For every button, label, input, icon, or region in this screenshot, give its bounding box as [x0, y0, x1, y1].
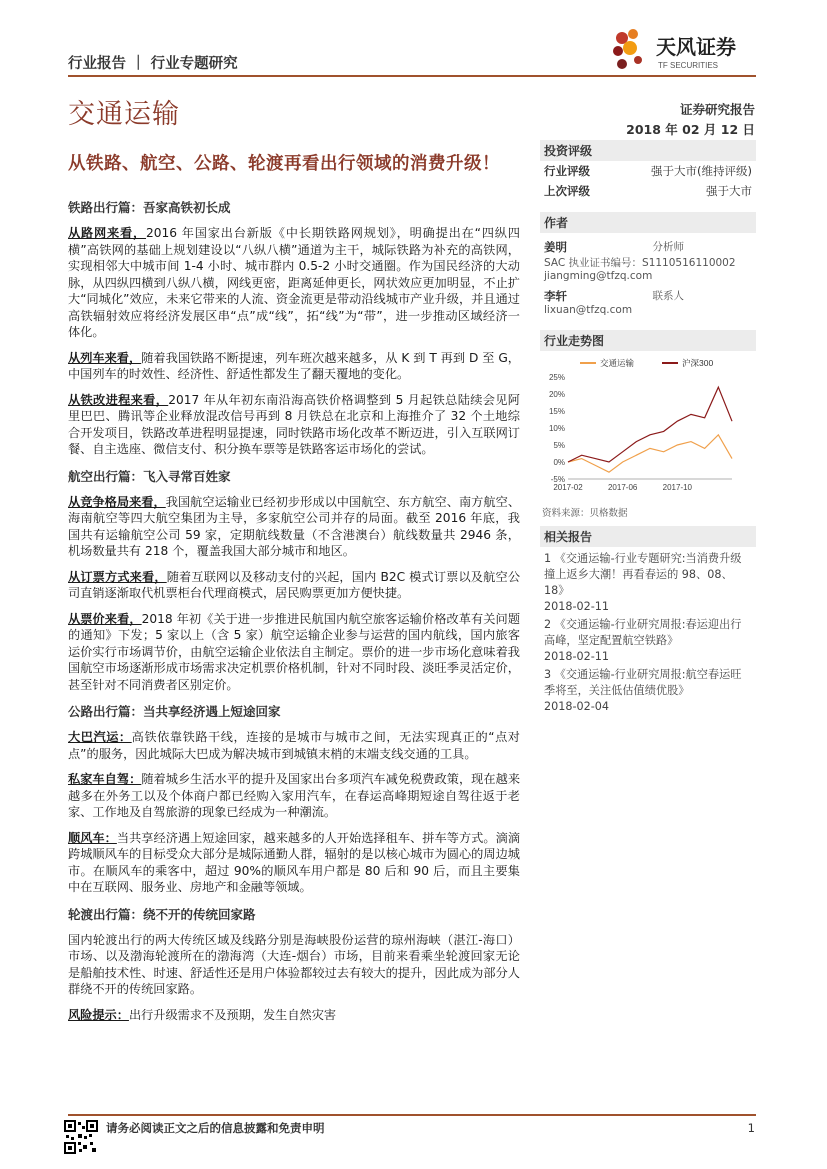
paragraph-text: 国内轮渡出行的两大传统区域及线路分别是海峡股份运营的琼州海峡（湛江-海口）市场、以及渤海轮渡所在的渤海湾（大连-烟台）市场，目前来看乘坐轮渡回家无论是船舶技术性、时速、舒适性还是用户体验都较过去有较大的提升，因此成为部分人群绕不开的传统回家路。	[68, 932, 520, 996]
section-paragraph	[68, 932, 520, 998]
section-paragraph	[68, 494, 520, 560]
header-divider	[68, 75, 756, 77]
section-paragraph	[68, 830, 520, 896]
related-report-date: 2018-02-04	[544, 700, 610, 713]
rating-value: 强于大市(维持评级)	[651, 164, 752, 178]
paragraph-lead: 顺风车：	[68, 830, 117, 845]
related-report-item[interactable]	[544, 551, 752, 615]
y-tick-label: 15%	[548, 407, 565, 416]
related-report-title: 3 《交通运输-行业研究周报:航空春运旺季将至，关注低估值绩优股》	[544, 668, 742, 697]
rating-value: 强于大市	[706, 184, 752, 198]
paragraph-lead: 从列车来看，	[68, 350, 142, 365]
paragraph-lead: 从路网来看，	[68, 226, 147, 240]
footer-divider	[68, 1114, 756, 1116]
logo-subtext: TF SECURITIES	[658, 61, 719, 70]
industry-trend-chart	[540, 351, 756, 501]
section-title: 公路出行篇：当共享经济遇上短途回家	[68, 704, 281, 719]
related-heading: 相关报告	[540, 526, 756, 547]
x-tick-label: 2017-02	[553, 483, 583, 492]
related-report-date: 2018-02-11	[544, 650, 610, 663]
logo-mark-icon	[608, 24, 758, 76]
report-kind: 证券研究报告	[679, 102, 755, 117]
paragraph-text: 随着城乡生活水平的提升及国家出台多项汽车减免税费政策，现在越来越多在外务工以及个体商户都已经购入家用汽车，在春运高峰期短途自驾往返于老家、工作地及自驾旅游的现象已经成为一种潮流。	[68, 772, 521, 819]
section-paragraph	[68, 225, 520, 341]
author-heading: 作者	[540, 212, 756, 233]
related-report-title: 2 《交通运输-行业研究周报:春运迎出行高峰，坚定配置航空铁路》	[544, 618, 742, 647]
related-block	[540, 526, 756, 717]
footer-disclaimer[interactable]: 请务必阅读正文之后的信息披露和免责申明	[106, 1121, 325, 1135]
paragraph-text: 2016 年国家出台新版《中长期铁路网规划》，明确提出在“四纵四横”高铁网的基础上规划建设以“八纵八横”通道为主干，城际铁路为补充的高铁网，实现相邻大中城市间 1-4 小时、城市群内 0.5-2 小时交通圈。作为国民经济的大动脉，从四纵四横到八纵八横，网线更密，距离延伸更长，网状效应更加明显，不止扩大“同城化”效应，未来它带来的人流、资金流更是带动沿线城市产业升级，并且通过高铁辐射效应将经济发展区串“点”成“线”，拓“线”为“带”，进一步推动区域经济一体化。	[68, 226, 520, 339]
author-email[interactable]: lixuan@tfzq.com	[544, 304, 633, 316]
section-title: 铁路出行篇：吾家高铁初长成	[68, 200, 231, 215]
related-report-date: 2018-02-11	[544, 600, 610, 613]
main-content	[68, 198, 520, 1032]
author-cert: SAC 执业证书编号：S1110516110002	[544, 257, 736, 269]
related-report-title: 1 《交通运输-行业专题研究:当消费升级撞上返乡大潮！再看春运的 98、08、18》	[544, 552, 742, 597]
section-paragraph	[68, 350, 520, 383]
rating-row-current	[540, 161, 756, 181]
related-report-item[interactable]	[544, 617, 752, 665]
paragraph-text: 随着互联网以及移动支付的兴起，国内 B2C 模式订票以及航空公司直销逐渐取代机票柜台代理商模式，居民购票更加方便快捷。	[68, 569, 521, 600]
section-paragraph	[68, 569, 520, 602]
risk-note	[68, 1007, 520, 1024]
section-paragraph	[68, 729, 520, 762]
series-line-1	[568, 387, 732, 462]
trend-heading: 行业走势图	[540, 330, 756, 351]
rating-heading: 投资评级	[540, 140, 756, 161]
y-tick-label: 20%	[548, 390, 565, 399]
author-block	[540, 212, 756, 316]
paragraph-text: 高铁依靠铁路干线，连接的是城市与城市之间，无法实现真正的“点对点”的服务，因此城际大巴成为解决城市到城镇末梢的末端支线交通的工具。	[68, 730, 520, 761]
y-tick-label: 25%	[548, 373, 565, 382]
report-category: 行业报告 ｜ 行业专题研究	[68, 56, 238, 72]
y-tick-label: -5%	[550, 475, 565, 484]
section-paragraph	[68, 392, 520, 458]
section-title: 航空出行篇：飞入寻常百姓家	[68, 468, 231, 484]
paragraph-text: 2017 年从年初东南沿海高铁价格调整到 5 月起铁总陆续会见阿里巴巴、腾讯等企业释放混改信号再到 8 月铁总在北京和上海推介了 32 个土地综合开发项目，铁路改革进程明显提速，同时铁路市场化改革不断迈进，引入互联网订餐、自主选座、微信支付、积分换车票等是铁路客运市场化的尝试。	[68, 392, 520, 456]
y-tick-label: 0%	[553, 458, 565, 467]
paragraph-lead: 从订票方式来看，	[68, 569, 167, 584]
legend-label: 交通运输	[600, 358, 635, 368]
page-number: 1	[747, 1121, 755, 1135]
rating-label: 行业评级	[544, 164, 590, 178]
rating-row-previous	[540, 181, 756, 201]
section-title: 轮渡出行篇：绕不开的传统回家路	[68, 906, 256, 922]
legend-label: 沪深300	[682, 358, 714, 368]
trend-block	[540, 330, 756, 519]
paragraph-text: 2018 年初《关于进一步推进民航国内航空旅客运输价格改革有关问题的通知》下发；5 家以上（含 5 家）航空运输企业参与运营的国内航线，国内旅客运价实行市场调节价，由航空运输企业依法自主制定。票价的进一步市场化意味着我国航空市场逐渐形成市场需求决定机票价格机制，针对不同时段、淡旺季灵活定价，甚至针对不同消费者区别定价。	[68, 611, 521, 692]
risk-text: 出行升级需求不及预期，发生自然灾害	[128, 1007, 337, 1022]
logo-text: 天风证券	[656, 37, 736, 59]
x-tick-label: 2017-10	[662, 483, 693, 492]
rating-label: 上次评级	[544, 184, 590, 198]
y-tick-label: 10%	[548, 424, 565, 433]
qr-code-icon	[64, 1120, 98, 1154]
risk-lead: 风险提示：	[68, 1007, 129, 1022]
author-role: 分析师	[652, 241, 684, 253]
y-tick-label: 5%	[553, 441, 565, 450]
author-role: 联系人	[652, 290, 684, 302]
series-line-0	[568, 435, 732, 472]
paragraph-lead: 从铁改进程来看，	[68, 392, 169, 407]
sector-title: 交通运输	[68, 99, 180, 130]
company-logo	[608, 24, 758, 76]
author-name: 李轩	[544, 289, 567, 303]
report-headline: 从铁路、航空、公路、轮渡再看出行领域的消费升级！	[68, 154, 500, 174]
section-paragraph	[68, 771, 520, 821]
author-name: 姜明	[544, 240, 567, 254]
rating-block	[540, 140, 756, 201]
x-tick-label: 2017-06	[607, 483, 638, 492]
related-report-item[interactable]	[544, 667, 752, 715]
paragraph-text: 我国航空运输业已经初步形成以中国航空、东方航空、南方航空、海南航空等四大航空集团为主导，多家航空公司并存的局面。截至 2016 年底，我国共有运输航空公司 59 家，定期航线数量（不含港澳台）航线数量共 2946 条，机场数量共有 218 个，覆盖我国大部分城市和地区。	[68, 494, 521, 558]
paragraph-lead: 从竞争格局来看，	[68, 494, 166, 509]
author-email[interactable]: jiangming@tfzq.com	[544, 270, 653, 282]
paragraph-text: 当共享经济遇上短途回家，越来越多的人开始选择租车、拼车等方式。滴滴跨城顺风车的目标受众大部分是城际通勤人群，辐射的是以核心城市为圆心的周边城市。在顺风车的乘客中，超过 90%的顺风车用户都是 80 后和 90 后，而且主要集中在互联网、服务业、房地产和金融等领域。	[68, 830, 521, 894]
report-date: 2018 年 02 月 12 日	[626, 122, 755, 137]
paragraph-text: 随着我国铁路不断提速，列车班次越来越多，从 K 到 T 再到 D 至 G，中国列车的时效性、经济性、舒适性都发生了翻天覆地的变化。	[68, 350, 520, 381]
chart-source: 资料来源：贝格数据	[542, 508, 628, 519]
paragraph-lead: 从票价来看，	[68, 611, 142, 626]
paragraph-lead: 私家车自驾：	[68, 772, 142, 786]
section-paragraph	[68, 611, 520, 694]
paragraph-lead: 大巴汽运：	[68, 730, 132, 744]
